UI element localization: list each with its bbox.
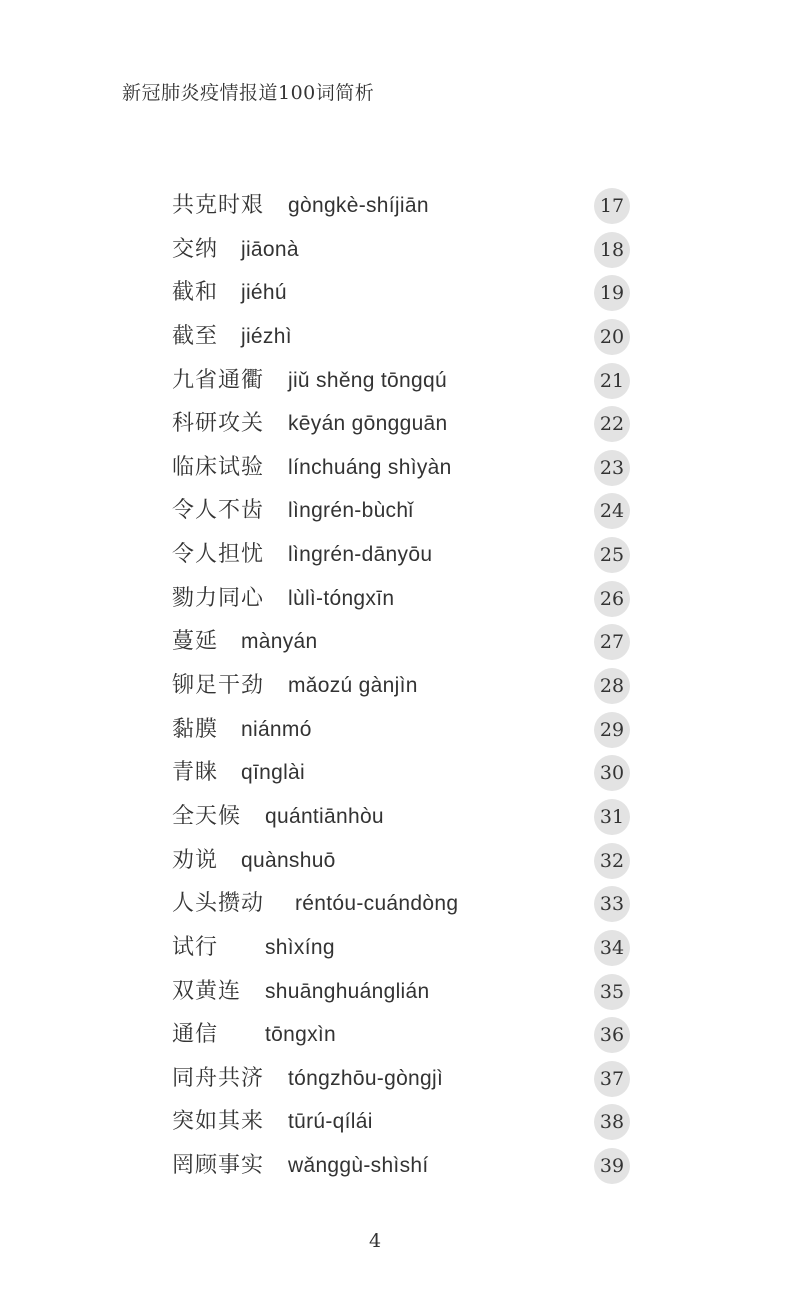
entry-term: 双黄连 <box>172 978 242 1004</box>
contents-entry[interactable] <box>0 228 800 272</box>
contents-entry[interactable] <box>0 1057 800 1101</box>
contents-entry[interactable] <box>0 795 800 839</box>
entry-pinyin: kēyán gōngguān <box>288 412 448 436</box>
entry-page-badge: 38 <box>594 1104 630 1140</box>
entry-page-badge: 19 <box>594 275 630 311</box>
entry-page-badge: 26 <box>594 581 630 617</box>
entry-term: 通信 <box>172 1022 219 1048</box>
entry-pinyin: mǎozú gànjìn <box>288 674 418 698</box>
entry-page-badge: 18 <box>594 232 630 268</box>
contents-entry[interactable] <box>0 402 800 446</box>
entry-term: 黏膜 <box>172 716 219 742</box>
entry-pinyin: línchuáng shìyàn <box>288 455 452 479</box>
entry-pinyin: mànyán <box>241 630 318 654</box>
entry-term: 同舟共济 <box>172 1065 265 1091</box>
contents-entry[interactable] <box>0 271 800 315</box>
entry-term: 交纳 <box>172 236 219 262</box>
entry-term: 试行 <box>172 934 219 960</box>
contents-entry[interactable] <box>0 708 800 752</box>
entry-term: 青睐 <box>172 760 219 786</box>
contents-entry[interactable] <box>0 446 800 490</box>
contents-entry[interactable] <box>0 1144 800 1188</box>
entry-term: 截和 <box>172 280 219 306</box>
entry-page-badge: 34 <box>594 930 630 966</box>
contents-entry[interactable] <box>0 664 800 708</box>
contents-entry[interactable] <box>0 620 800 664</box>
entry-pinyin: wǎnggù-shìshí <box>288 1154 429 1178</box>
entry-page-badge: 20 <box>594 319 630 355</box>
entry-term: 全天候 <box>172 803 242 829</box>
entry-page-badge: 17 <box>594 188 630 224</box>
entry-pinyin: lìngrén-bùchǐ <box>288 499 414 523</box>
contents-entry[interactable] <box>0 359 800 403</box>
entry-page-badge: 30 <box>594 755 630 791</box>
entry-pinyin: tōngxìn <box>265 1023 336 1047</box>
entry-page-badge: 33 <box>594 886 630 922</box>
entry-page-badge: 28 <box>594 668 630 704</box>
entry-page-badge: 29 <box>594 712 630 748</box>
entry-pinyin: qīnglài <box>241 761 305 785</box>
contents-entry[interactable] <box>0 1013 800 1057</box>
entry-pinyin: réntóu-cuándòng <box>295 892 459 916</box>
entry-pinyin: jiézhì <box>241 324 292 348</box>
entry-page-badge: 32 <box>594 843 630 879</box>
entry-page-badge: 24 <box>594 493 630 529</box>
entry-pinyin: quántiānhòu <box>265 804 384 828</box>
entry-pinyin: jiǔ shěng tōngqú <box>288 368 447 392</box>
contents-entry[interactable] <box>0 315 800 359</box>
entry-pinyin: tūrú-qílái <box>288 1110 373 1134</box>
contents-entry[interactable] <box>0 751 800 795</box>
entry-term: 罔顾事实 <box>172 1153 265 1179</box>
entry-pinyin: shìxíng <box>265 935 335 959</box>
entry-term: 劝说 <box>172 847 219 873</box>
entry-pinyin: quànshuō <box>241 848 336 872</box>
contents-entry[interactable] <box>0 184 800 228</box>
entry-pinyin: tóngzhōu-gòngjì <box>288 1066 444 1090</box>
entry-term: 共克时艰 <box>172 193 265 218</box>
entry-term: 人头攒动 <box>172 891 265 917</box>
contents-entry[interactable] <box>0 577 800 621</box>
entry-pinyin: jiéhú <box>241 281 287 305</box>
entry-page-badge: 21 <box>594 363 630 399</box>
entry-term: 蔓延 <box>172 629 219 655</box>
contents-entry[interactable] <box>0 1100 800 1144</box>
entry-term: 令人担忧 <box>172 542 265 568</box>
entry-term: 铆足干劲 <box>172 673 265 699</box>
entry-pinyin: lìngrén-dānyōu <box>288 543 433 567</box>
entry-page-badge: 35 <box>594 974 630 1010</box>
entry-page-badge: 36 <box>594 1017 630 1053</box>
entry-term: 九省通衢 <box>172 367 265 393</box>
contents-entry[interactable] <box>0 839 800 883</box>
entry-term: 勠力同心 <box>172 585 265 611</box>
entry-pinyin: shuānghuánglián <box>265 979 430 1003</box>
contents-entry[interactable] <box>0 882 800 926</box>
entry-pinyin: lùlì-tóngxīn <box>288 586 395 610</box>
entry-page-badge: 22 <box>594 406 630 442</box>
entry-pinyin: niánmó <box>241 717 312 741</box>
entry-term: 临床试验 <box>172 454 265 480</box>
entry-page-badge: 31 <box>594 799 630 835</box>
entry-term: 截至 <box>172 323 219 349</box>
contents-entry[interactable] <box>0 489 800 533</box>
entry-page-badge: 23 <box>594 450 630 486</box>
entry-page-badge: 25 <box>594 537 630 573</box>
contents-entry[interactable] <box>0 970 800 1014</box>
entry-term: 令人不齿 <box>172 498 265 524</box>
running-header: 新冠肺炎疫情报道100词简析 <box>122 82 375 104</box>
entry-pinyin: gòngkè-shíjiān <box>288 194 429 217</box>
entry-page-badge: 37 <box>594 1061 630 1097</box>
page-number: 4 <box>368 1230 382 1252</box>
entry-page-badge: 39 <box>594 1148 630 1184</box>
contents-entry[interactable] <box>0 533 800 577</box>
contents-list <box>0 184 800 1188</box>
entry-term: 突如其来 <box>172 1109 265 1135</box>
entry-term: 科研攻关 <box>172 411 265 437</box>
entry-pinyin: jiāonà <box>241 237 299 261</box>
entry-page-badge: 27 <box>594 624 630 660</box>
contents-entry[interactable] <box>0 926 800 970</box>
